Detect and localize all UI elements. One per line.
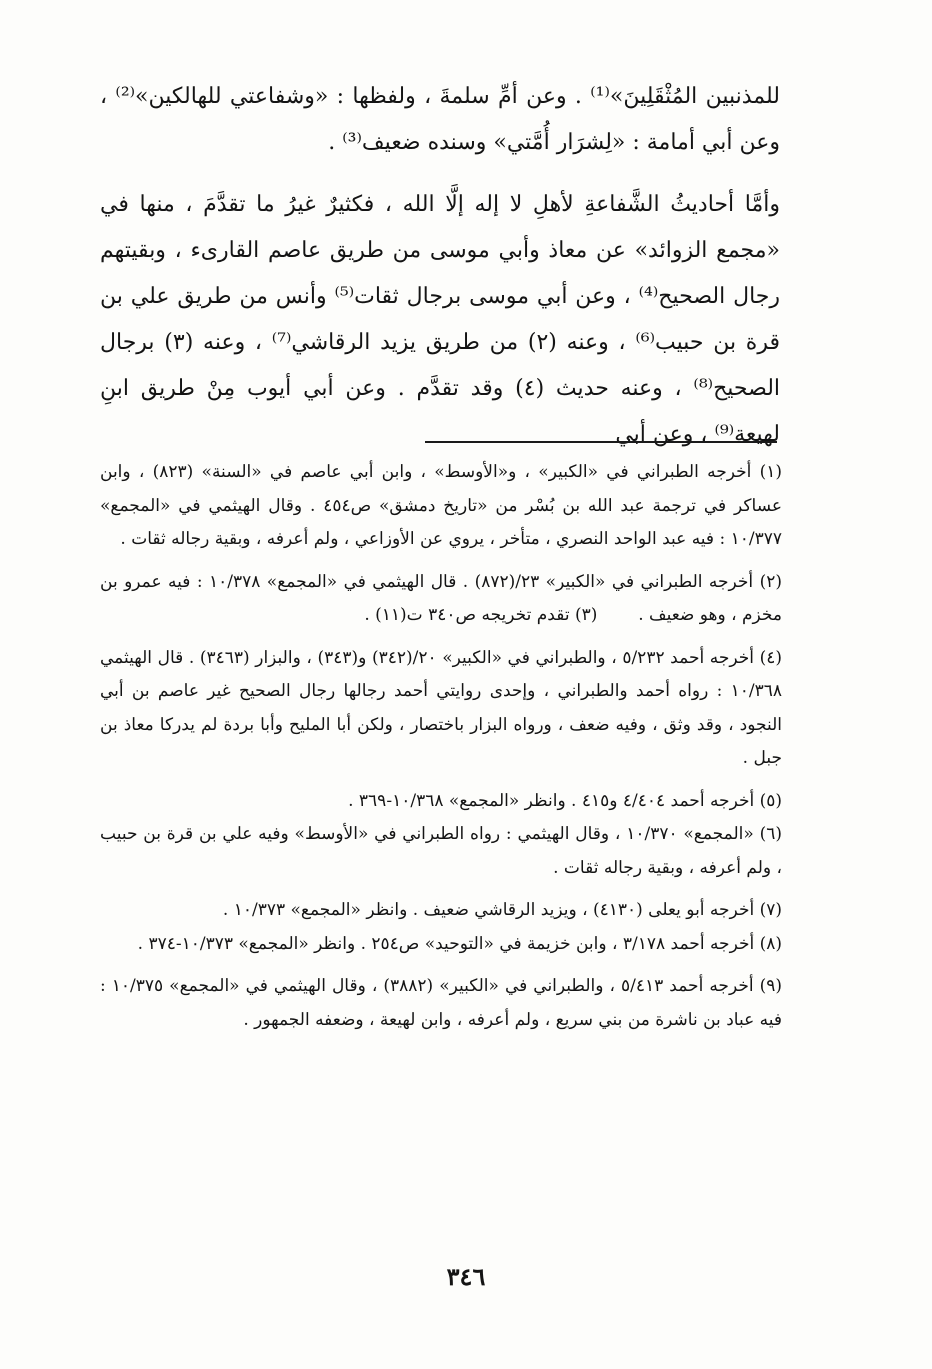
footnote-4: (٤) أخرجه أحمد ٥/٢٣٢ ، والطبراني في «الكبير» ٢٠/(٣٤٢) و(٣٤٣) ، والبزار (٣٤٦٣) . قال الهيثمي ١٠/٣٦٨ : رواه أحمد والطبراني ، وإحدى روايتي أحمد رجالها رجال الصحيح غير عاصم بن أبي النجود ، وقد وثق ، وفيه ضعف ، ورواه البزار باختصار ، ولكن أبا المليح وأبا بردة لم يدركا معاذ بن جبل . xyxy=(100,647,783,768)
footnote-5: (٥) أخرجه أحمد ٤/٤٠٤ و٤١٥ . وانظر «المجمع» ١٠/٣٦٨-٣٦٩ . xyxy=(348,790,782,811)
footnote-9: (٩) أخرجه أحمد ٥/٤١٣ ، والطبراني في «الكبير» (٣٨٨٢) ، وقال الهيثمي في «المجمع» ١٠/٣٧٥ : فيه عباد بن ناشرة من بني سريع ، ولم أعرفه ، وابن لهيعة ، وضعفه الجمهور . xyxy=(100,976,782,1030)
footnote-2 xyxy=(100,566,782,633)
footnote-separator xyxy=(425,441,777,443)
footnote-6: (٦) «المجمع» ١٠/٣٧٠ ، وقال الهيثمي : رواه الطبراني في «الأوسط» وفيه علي بن قرة بن حبيب ، ولم أعرفه ، وبقية رجاله ثقات . xyxy=(100,824,782,878)
footnotes xyxy=(100,456,782,1037)
footnote-8: (٨) أخرجه أحمد ٣/١٧٨ ، وابن خزيمة في «التوحيد» ص٢٥٤ . وانظر «المجمع» ١٠/٣٧٣-٣٧٤ . xyxy=(137,933,782,954)
page-number: ٣٤٦ xyxy=(446,1262,486,1291)
paragraph-2: وأمَّا أحاديثُ الشَّفاعةِ لأهلِ لا إله إلَّا الله ، فكثيرٌ غيرُ ما تقدَّمَ ، منها في «مجمع الزوائد» عن معاذ وأبي موسى من طريق عاصم القارىء ، وبقيتهم رجال الصحيح⁽⁴⁾ ، وعن أبي موسى برجال ثقات⁽⁵⁾ وأنس من طريق علي بن قرة بن حبيب⁽⁶⁾ ، وعنه (٢) من طريق يزيد الرقاشي⁽⁷⁾ ، وعنه (٣) برجال الصحيح⁽⁸⁾ ، وعنه حديث (٤) وقد تقدَّم . وعن أبي أيوب مِنْ طريق ابنِ لهيعة⁽⁹⁾ ، وعن أبي xyxy=(100,192,781,447)
footnote-3-text: (٣) تقدم تخريجه ص٣٤٠ ت(١١) . xyxy=(364,605,598,625)
footnote-1: (١) أخرجه الطبراني في «الكبير» ، و«الأوسط» ، وابن أبي عاصم في «السنة» (٨٢٣) ، وابن عساكر في ترجمة عبد الله بن بُسْر من «تاريخ دمشق» ص٤٥٤ . وقال الهيثمي في «المجمع» ١٠/٣٧٧ : فيه عبد الواحد النصري ، متأخر ، يروي عن الأوزاعي ، ولم أعرفه ، وبقية رجاله ثقات . xyxy=(100,462,783,549)
paragraph-1: للمذنبين المُثْقَلِينَ»⁽¹⁾ . وعن أمِّ سلمةَ ، ولفظها : «وشفاعتي للهالكين»⁽²⁾ ، وعن أبي أمامة : «لِشرَار أُمَّتي» وسنده ضعيف⁽³⁾ . xyxy=(100,84,781,155)
main-text xyxy=(100,74,780,458)
footnote-7: (٧) أخرجه أبو يعلى (٤١٣٠) ، ويزيد الرقاشي ضعيف . وانظر «المجمع» ١٠/٣٧٣ . xyxy=(222,900,782,920)
footnote-2-text: (٢) أخرجه الطبراني في «الكبير» ٢٣/(٨٧٢) . قال الهيثمي في «المجمع» ١٠/٣٧٨ : فيه عمرو بن مخزم ، وهو ضعيف . xyxy=(100,571,782,625)
